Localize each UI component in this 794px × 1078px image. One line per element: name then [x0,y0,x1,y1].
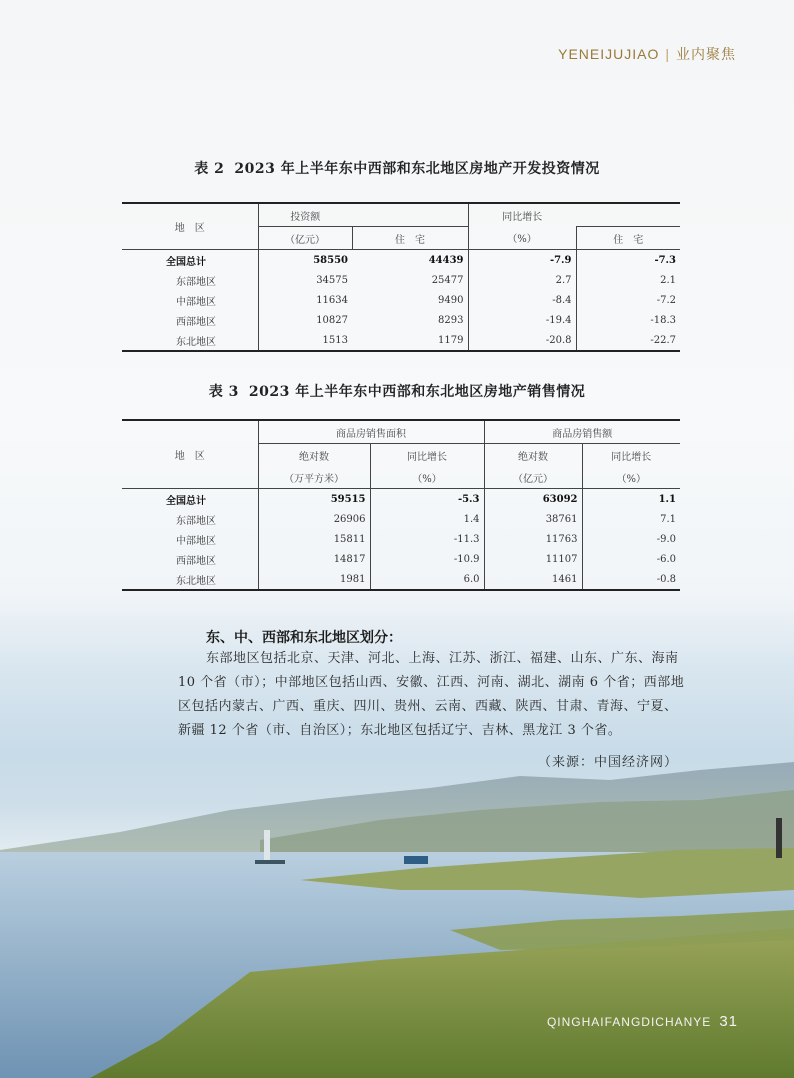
table2-header-yoy: 同比增长 [468,203,576,227]
table2-header-region: 地 区 [122,203,258,250]
table-row: 中部地区 11634 9490 -8.4 -7.2 [122,290,680,310]
source-credit: （来源：中国经济网） [537,755,678,770]
table-row: 全国总计 59515 -5.3 63092 1.1 [122,489,680,510]
table-row: 东部地区 26906 1.4 38761 7.1 [122,509,680,529]
page-footer [547,1013,738,1030]
page-number: 31 [719,1013,738,1030]
table3-header-sales-unit: （亿元） [484,466,582,489]
table-row: 中部地区 15811 -11.3 11763 -9.0 [122,529,680,549]
table3-title: 2023 年上半年东中西部和东北地区房地产销售情况 [248,384,586,400]
table2-investment [122,202,680,352]
table-row: 西部地区 10827 8293 -19.4 -18.3 [122,310,680,330]
table-row: 东部地区 34575 25477 2.7 2.1 [122,270,680,290]
header-divider: | [665,46,670,62]
table2-header-invest-unit: （亿元） [258,227,352,250]
table-row: 东北地区 1513 1179 -20.8 -22.7 [122,330,680,351]
table3-header-area-unit: （万平方米） [258,466,370,489]
table2-title: 2023 年上半年东中西部和东北地区房地产开发投资情况 [234,161,600,177]
table3-sales [122,419,680,591]
table3-header-sales: 商品房销售额 [484,420,680,444]
table2-header-housing: 住 宅 [352,227,468,250]
table3-header-region: 地 区 [122,420,258,489]
table3-header-yoy2: 同比增长 [582,444,680,467]
table-row: 东北地区 1981 6.0 1461 -0.8 [122,569,680,590]
table-row: 全国总计 58550 44439 -7.9 -7.3 [122,250,680,271]
table3-header-area: 商品房销售面积 [258,420,484,444]
table2-header-yoy-housing: 住 宅 [576,227,680,250]
brand-name: YENEIJUJIAO [558,46,660,62]
table2-number: 表 2 [194,161,225,177]
table3-header-pct: （%） [370,466,484,489]
table3-header-yoy: 同比增长 [370,444,484,467]
region-note-body: 东部地区包括北京、天津、河北、上海、江苏、浙江、福建、山东、广东、海南 10 个省（市）；中部地区包括山西、安徽、江西、河南、湖北、湖南 6 个省；西部地区包括内蒙古、广西、重庆、四川、贵州、云南、西藏、陕西、甘肃、青海、宁夏、新疆 12 个省（市、自治区）；东北地区包括辽宁、吉林、黑龙江 3 个省。 [178,651,685,738]
page-header [558,44,736,64]
table2-caption [0,158,794,178]
table3-header-abs: 绝对数 [258,444,370,467]
table2-header-yoy-unit: （%） [468,227,576,250]
table3-caption [0,381,794,401]
section-name: 业内聚焦 [676,46,736,62]
table-row: 西部地区 14817 -10.9 11107 -6.0 [122,549,680,569]
table3-number: 表 3 [208,384,239,400]
table2-header-invest: 投资额 [258,203,352,227]
table3-header-pct2: （%） [582,466,680,489]
region-note-title: 东、中、西部和东北地区划分： [206,630,402,646]
table3-header-abs2: 绝对数 [484,444,582,467]
magazine-name: QINGHAIFANGDICHANYE [546,1015,712,1029]
